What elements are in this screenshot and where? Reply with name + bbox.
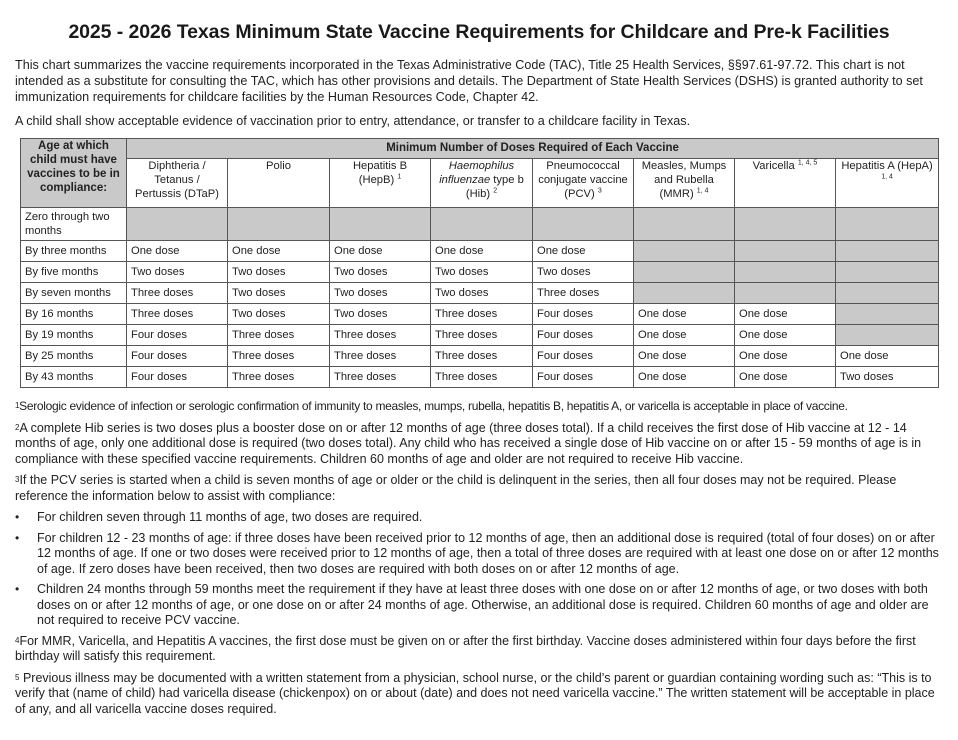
- dose-cell: Two doses: [431, 283, 533, 304]
- dose-cell: Four doses: [533, 325, 634, 346]
- dose-cell: One dose: [634, 304, 735, 325]
- list-item: • Children 24 months through 59 months meet the requirement if they have at least three doses with one dose on or after 12 months of age, or two doses with both doses on or after 12 months of age, or one dose on or after 24 months of age. Otherwise, an additional dose is required. Children 60 months of age and older are not required to receive PCV vaccine.: [15, 582, 929, 627]
- footnotes: [15, 399, 943, 717]
- table-row: [21, 208, 939, 241]
- not-required-cell: [735, 283, 836, 304]
- age-column-header: Age at which child must have vaccines to be in compliance:: [21, 139, 127, 208]
- vaccine-header-polio: Polio: [228, 159, 330, 208]
- not-required-cell: [533, 208, 634, 241]
- dose-cell: One dose: [228, 241, 330, 262]
- list-item: • For children 12 - 23 months of age: if three doses have been received prior to 12 months of age, then an additional dose is required (total of four doses) on or after 12 months of age. If one or two doses were received prior to 12 months of age, then a total of three doses are required with at least one dose on or after 12 months of age. If zero doses have been received, then two doses are required with both doses on or after 12 months of age.: [15, 530, 939, 576]
- dose-cell: Four doses: [533, 367, 634, 388]
- dose-cell: Three doses: [127, 304, 228, 325]
- dose-cell: One dose: [634, 367, 735, 388]
- age-cell: Zero through two months: [21, 208, 127, 241]
- vaccine-header-varicella: Varicella $^{1, 4, 5}$: [735, 159, 836, 208]
- dose-cell: Two doses: [533, 262, 634, 283]
- dose-cell: One dose: [533, 241, 634, 262]
- dose-cell: Three doses: [431, 367, 533, 388]
- dose-cell: Two doses: [330, 304, 431, 325]
- dose-cell: Three doses: [330, 325, 431, 346]
- page-title: 2025 - 2026 Texas Minimum State Vaccine Requirements for Childcare and Pre-k Facilities: [68, 21, 890, 43]
- not-required-cell: [836, 283, 939, 304]
- not-required-cell: [735, 208, 836, 241]
- age-cell: By 43 months: [21, 367, 127, 388]
- vaccine-header-mmr: Measles, Mumps and Rubella (MMR) $^{1, 4}$: [634, 159, 735, 208]
- age-cell: By 25 months: [21, 346, 127, 367]
- dose-cell: Four doses: [127, 346, 228, 367]
- age-cell: By 16 months: [21, 304, 127, 325]
- dose-cell: Two doses: [228, 262, 330, 283]
- footnote-5: $^5$ Previous illness may be documented with a written statement from a physician, school nurse, or the child’s parent or guardian containing wording such as: “This is to verify that (name of child) had varicella disease (chickenpox) on or about (date) and does not need varicella vaccine.” The written statement will be acceptable in place of any, and all varicella vaccine doses required.: [15, 670, 935, 716]
- not-required-cell: [836, 262, 939, 283]
- age-cell: By 19 months: [21, 325, 127, 346]
- age-cell: By three months: [21, 241, 127, 262]
- dose-cell: One dose: [735, 346, 836, 367]
- dose-cell: Four doses: [533, 304, 634, 325]
- vaccine-header-pcv: Pneumococcal conjugate vaccine (PCV) $^3$: [533, 159, 634, 208]
- list-item: • For children seven through 11 months of age, two doses are required.: [15, 510, 423, 524]
- dose-cell: Three doses: [431, 304, 533, 325]
- footnote-4: $^4$For MMR, Varicella, and Hepatitis A vaccines, the first dose must be given on or after the first birthday. Vaccine doses administered within four days before the first birthday will satisfy this requirement.: [15, 633, 916, 663]
- dose-cell: Two doses: [330, 262, 431, 283]
- not-required-cell: [735, 241, 836, 262]
- not-required-cell: [735, 262, 836, 283]
- not-required-cell: [634, 208, 735, 241]
- dose-cell: Three doses: [228, 367, 330, 388]
- not-required-cell: [330, 208, 431, 241]
- dose-cell: One dose: [127, 241, 228, 262]
- intro-paragraph: This chart summarizes the vaccine requirements incorporated in the Texas Administrative Code (TAC), Title 25 Health Services, §§97.61-97.72. This chart is not intended as a substitute for consulting the TAC, which has other provisions and details. The Department of State Health Services (DSHS) is granted authority to set immunization requirements for childcare facilities by the Human Resources Code, Chapter 42.: [15, 58, 923, 104]
- not-required-cell: [836, 304, 939, 325]
- dose-cell: Four doses: [127, 367, 228, 388]
- dose-cell: One dose: [330, 241, 431, 262]
- dose-cell: Three doses: [431, 346, 533, 367]
- footnote-3: $^3$If the PCV series is started when a child is seven months of age or older or the child is delinquent in the series, then all four doses may not be required. Please reference the information below to assist with compliance:: [15, 473, 897, 503]
- not-required-cell: [634, 262, 735, 283]
- not-required-cell: [228, 208, 330, 241]
- dose-cell: Four doses: [127, 325, 228, 346]
- dose-cell: Three doses: [228, 325, 330, 346]
- dose-cell: Three doses: [228, 346, 330, 367]
- dose-cell: Two doses: [228, 283, 330, 304]
- age-cell: By five months: [21, 262, 127, 283]
- table-row: [21, 304, 939, 325]
- not-required-cell: [836, 241, 939, 262]
- dose-cell: Three doses: [533, 283, 634, 304]
- dose-cell: One dose: [431, 241, 533, 262]
- footnote-2: $^2$A complete Hib series is two doses plus a booster dose on or after 12 months of age (three doses total). If a child receives the first dose of Hib vaccine at 12 - 14 months of age, only one additional dose is required (two doses total). Any child who has received a single dose of Hib vaccine on or after 15 - 59 months of age is in compliance with these specified vaccine requirements. Children 60 months of age and older are not required to receive Hib vaccine.: [15, 420, 922, 466]
- dose-cell: Two doses: [330, 283, 431, 304]
- not-required-cell: [127, 208, 228, 241]
- footnote-1: $^1$Serologic evidence of infection or serologic confirmation of immunity to measles, mumps, rubella, hepatitis B, hepatitis A, or varicella is acceptable in place of vaccine.: [15, 399, 848, 413]
- table-row: [21, 325, 939, 346]
- table-row: [21, 241, 939, 262]
- not-required-cell: [634, 283, 735, 304]
- dose-cell: Two doses: [228, 304, 330, 325]
- table-row: [21, 283, 939, 304]
- vaccine-header-row: [21, 159, 939, 208]
- dose-cell: Two doses: [431, 262, 533, 283]
- vaccine-table-body: [21, 208, 939, 388]
- pcv-bullet-list: [15, 510, 943, 629]
- vaccine-header-hepa: Hepatitis A (HepA) $^{1, 4}$: [836, 159, 939, 208]
- table-row: [21, 367, 939, 388]
- entry-requirement-paragraph: A child shall show acceptable evidence of vaccination prior to entry, attendance, or transfer to a childcare facility in Texas.: [15, 114, 691, 128]
- vaccine-header-hepb: Hepatitis B (HepB) $^1$: [330, 159, 431, 208]
- doses-group-header: Minimum Number of Doses Required of Each Vaccine: [127, 139, 939, 159]
- not-required-cell: [634, 241, 735, 262]
- not-required-cell: [836, 208, 939, 241]
- dose-cell: Three doses: [431, 325, 533, 346]
- dose-cell: Three doses: [330, 367, 431, 388]
- dose-cell: One dose: [634, 325, 735, 346]
- dose-cell: Three doses: [127, 283, 228, 304]
- not-required-cell: [836, 325, 939, 346]
- dose-cell: Two doses: [127, 262, 228, 283]
- table-row: [21, 262, 939, 283]
- age-cell: By seven months: [21, 283, 127, 304]
- dose-cell: One dose: [836, 346, 939, 367]
- dose-cell: One dose: [735, 367, 836, 388]
- vaccine-header-hib: Haemophilus influenzae type b (Hib) $^2$: [431, 159, 533, 208]
- dose-cell: One dose: [735, 325, 836, 346]
- dose-cell: Four doses: [533, 346, 634, 367]
- dose-cell: One dose: [634, 346, 735, 367]
- table-row: [21, 346, 939, 367]
- vaccine-requirements-table: [20, 138, 939, 388]
- dose-cell: Two doses: [836, 367, 939, 388]
- dose-cell: One dose: [735, 304, 836, 325]
- dose-cell: Three doses: [330, 346, 431, 367]
- vaccine-header-dtap: Diphtheria / Tetanus / Pertussis (DTaP): [127, 159, 228, 208]
- not-required-cell: [431, 208, 533, 241]
